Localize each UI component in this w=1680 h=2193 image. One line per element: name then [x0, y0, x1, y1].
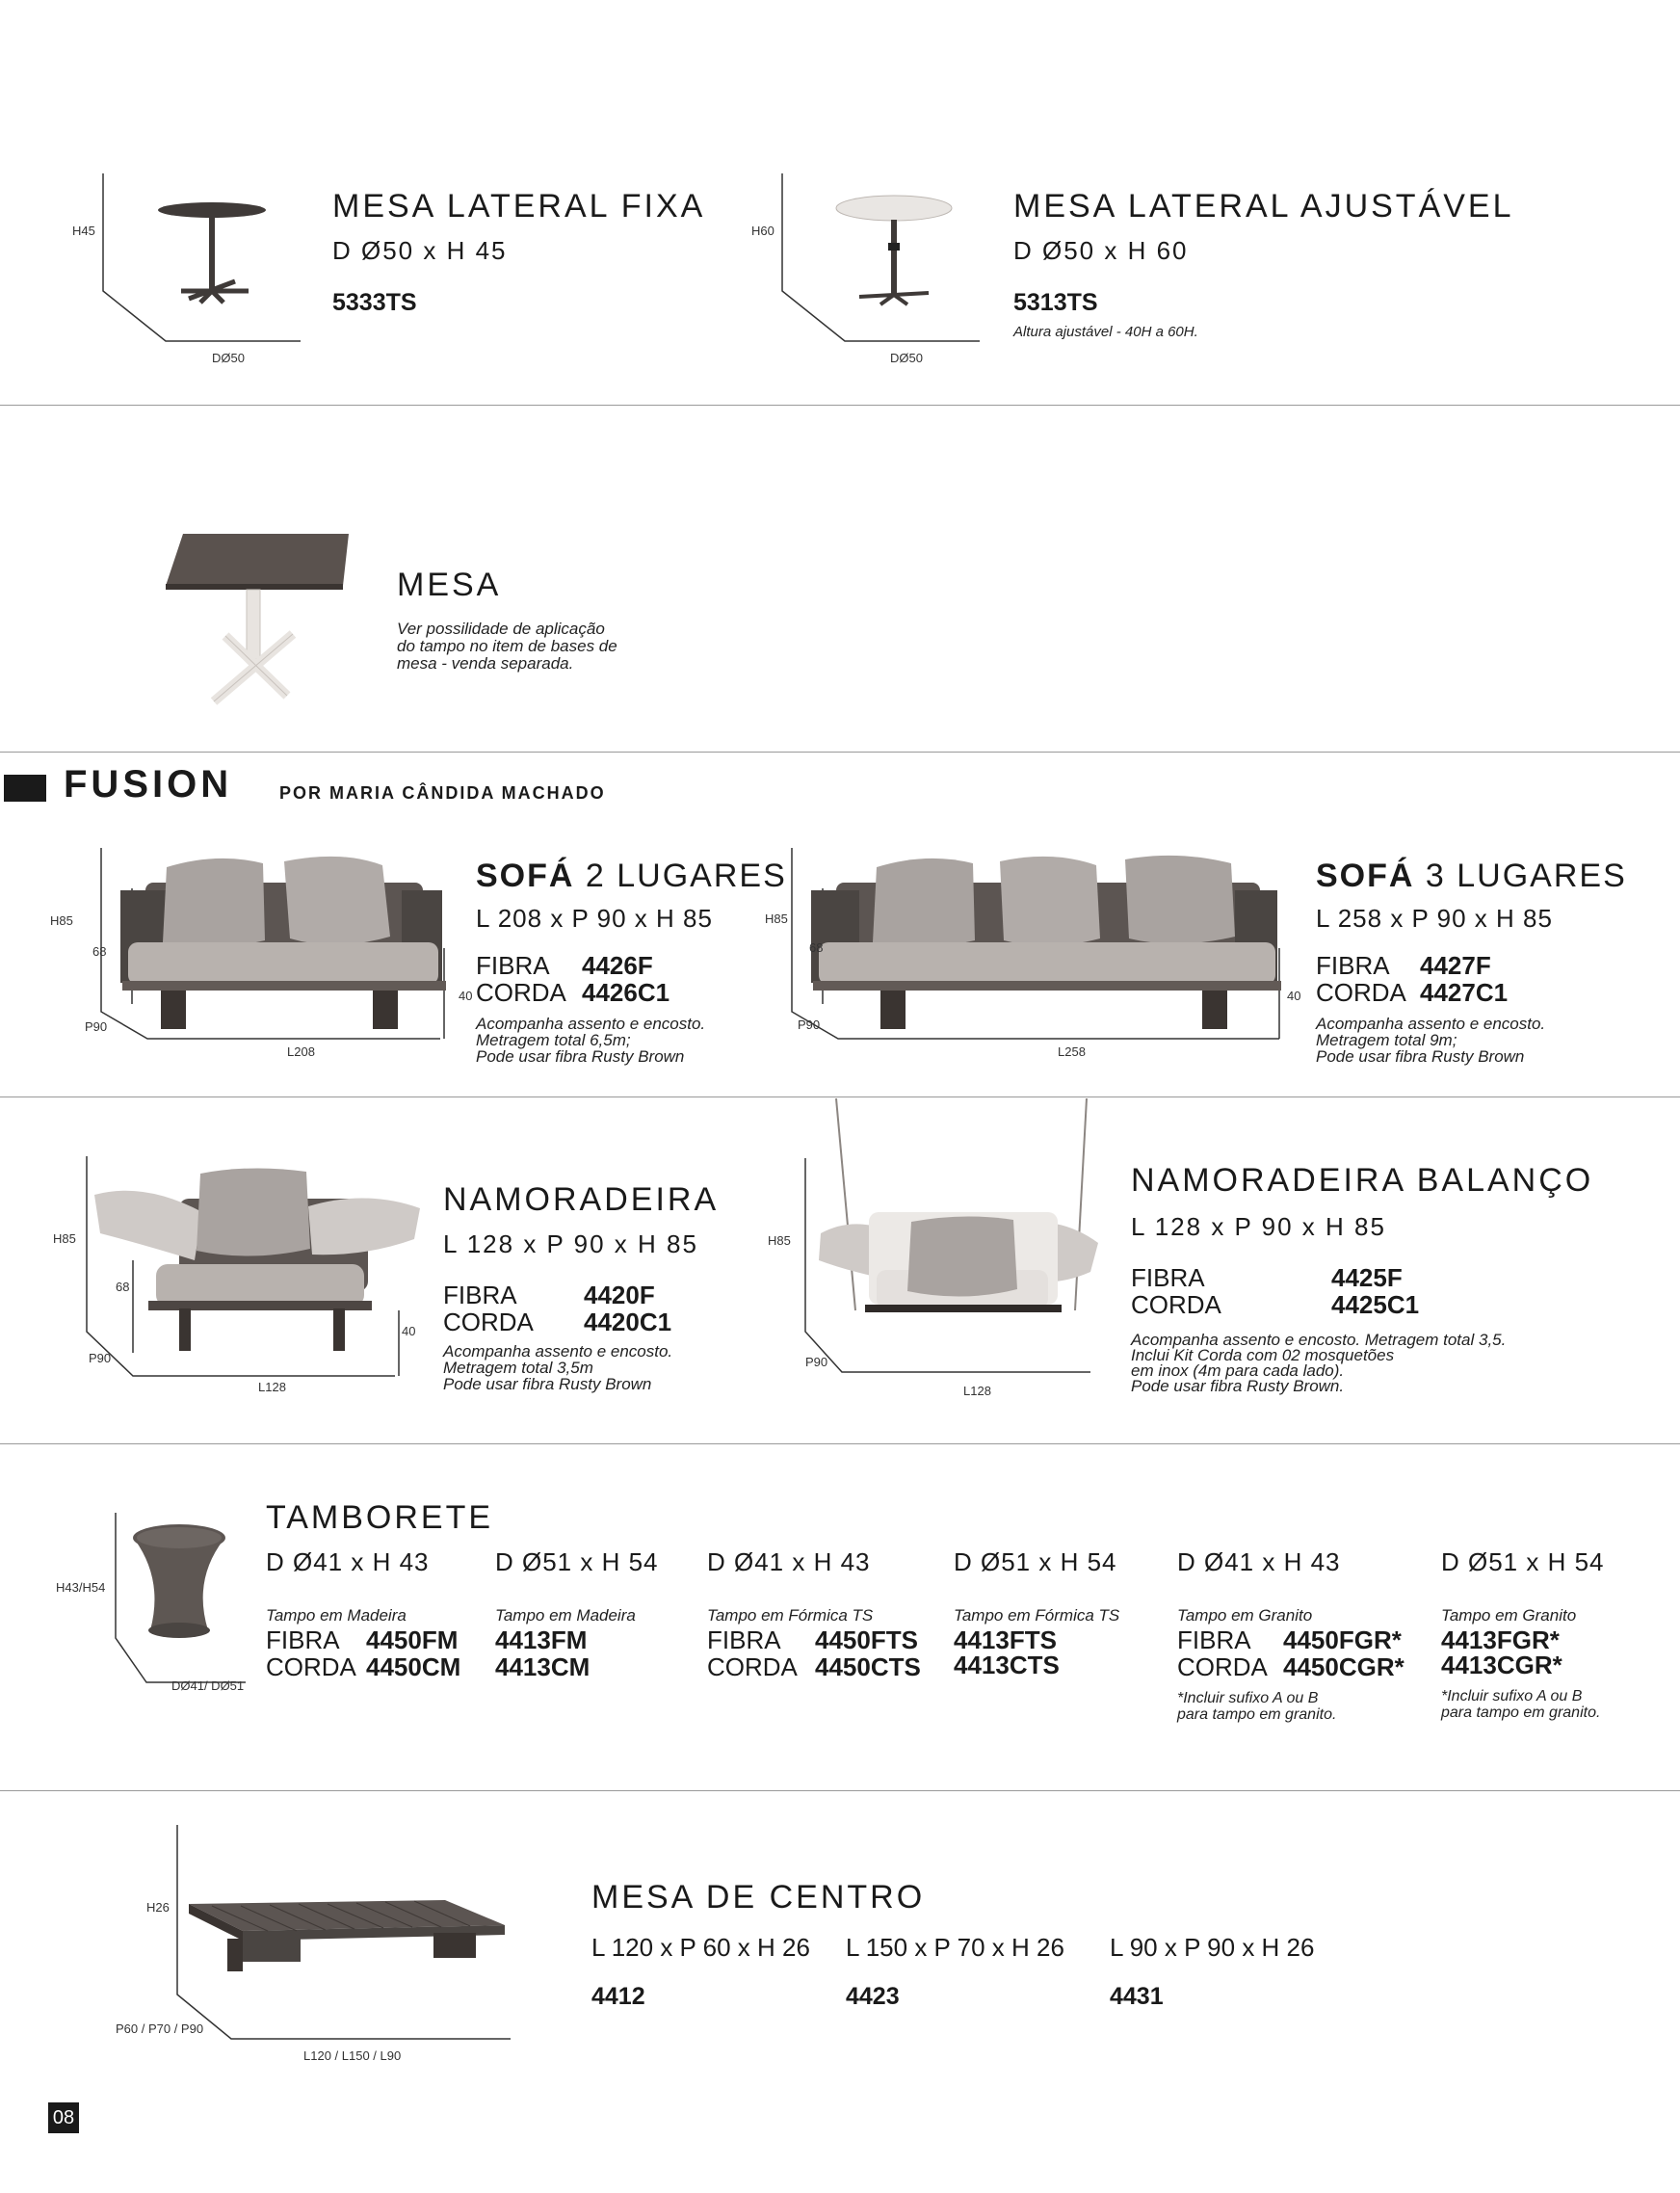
corda-code: 4413CGR*	[1441, 1651, 1562, 1679]
divider	[0, 1443, 1680, 1444]
fibra-label: FIBRA	[443, 1281, 517, 1309]
product-dims: L 128 x P 90 x H 85	[1131, 1212, 1386, 1241]
product-title-bold: SOFÁ	[1316, 858, 1415, 894]
product-title	[476, 858, 787, 895]
product-note-line: Metragem total 3,5m	[443, 1359, 593, 1377]
product-note-line: mesa - venda separada.	[397, 654, 574, 673]
diameter-label: DØ50	[212, 351, 245, 365]
depth-label: P90	[798, 1017, 821, 1032]
divider	[0, 752, 1680, 753]
mesa-de-centro-image	[173, 1825, 520, 2047]
corda-row	[476, 979, 669, 1007]
product-note-line: Pode usar fibra Rusty Brown	[443, 1375, 652, 1393]
variant-dims: D Ø51 x H 54	[495, 1547, 659, 1576]
corda-label: CORDA	[266, 1652, 356, 1681]
fibra-code: 4413FM	[495, 1625, 588, 1654]
sofa-2-lugares-image	[101, 848, 467, 1045]
fibra-code: 4413FGR*	[1441, 1625, 1560, 1654]
seat-height-label: 68	[116, 1280, 130, 1294]
product-note-line: Ver possilidade de aplicação	[397, 620, 605, 638]
corda-label: CORDA	[707, 1652, 798, 1681]
namoradeira-image	[87, 1156, 424, 1387]
fibra-code: 4427F	[1420, 951, 1491, 980]
product-note-line: Metragem total 9m;	[1316, 1031, 1457, 1049]
corda-label: CORDA	[1131, 1290, 1221, 1319]
corda-label: CORDA	[443, 1308, 534, 1336]
option-dims: L 120 x P 60 x H 26	[591, 1933, 810, 1962]
product-note-line: Acompanha assento e encosto.	[476, 1015, 706, 1033]
product-title-rest: 3 LUGARES	[1414, 858, 1627, 894]
product-code: 5313TS	[1013, 289, 1098, 316]
variant-tampo: Tampo em Granito	[1441, 1606, 1577, 1625]
product-title: MESA	[397, 567, 502, 603]
product-dims: L 128 x P 90 x H 85	[443, 1229, 698, 1258]
namoradeira-balanco-image	[801, 1098, 1110, 1387]
corda-code: 4413CTS	[954, 1651, 1060, 1679]
product-note-line: Inclui Kit Corda com 02 mosquetões	[1131, 1346, 1395, 1364]
product-note: Altura ajustável - 40H a 60H.	[1013, 324, 1198, 340]
divider	[0, 1096, 1680, 1097]
product-title: MESA LATERAL AJUSTÁVEL	[1013, 188, 1514, 225]
mesa-lateral-ajustavel-image	[742, 173, 992, 347]
variant-dims: D Ø41 x H 43	[1177, 1547, 1341, 1576]
corda-label: CORDA	[1177, 1652, 1268, 1681]
fibra-code: 4425F	[1331, 1263, 1403, 1292]
depth-label: P90	[89, 1351, 112, 1365]
fibra-row	[1316, 952, 1491, 980]
variant-footnote: *Incluir sufixo A ou B	[1177, 1690, 1319, 1706]
variant-dims: D Ø51 x H 54	[1441, 1547, 1605, 1576]
product-note-line: Acompanha assento e encosto. Metragem total 3,5.	[1131, 1331, 1507, 1349]
option-dims: L 150 x P 70 x H 26	[846, 1933, 1064, 1962]
variant-tampo: Tampo em Fórmica TS	[707, 1606, 874, 1625]
sofa-3-lugares-image	[792, 848, 1283, 1045]
mesa-lateral-fixa-image	[58, 173, 308, 347]
corda-label: CORDA	[1316, 978, 1406, 1007]
height-label: H60	[751, 224, 774, 238]
height-label: H43/H54	[56, 1580, 106, 1595]
fibra-code-row	[495, 1626, 587, 1654]
corda-code: 4420C1	[584, 1308, 672, 1336]
corda-row	[1131, 1291, 1419, 1319]
corda-code-row	[1441, 1651, 1562, 1679]
product-note-line: Pode usar fibra Rusty Brown	[1316, 1047, 1525, 1066]
length-label: L208	[287, 1044, 315, 1059]
product-title-rest: 2 LUGARES	[574, 858, 787, 894]
corda-row	[266, 1653, 460, 1681]
corda-row	[443, 1308, 671, 1336]
depth-label: P90	[85, 1019, 108, 1034]
option-code: 4412	[591, 1983, 645, 2010]
length-label: L258	[1058, 1044, 1086, 1059]
variant-footnote: *Incluir sufixo A ou B	[1441, 1688, 1583, 1704]
corda-code: 4450CTS	[815, 1652, 921, 1681]
height-label: H85	[768, 1233, 791, 1248]
height-label: H85	[50, 913, 73, 928]
option-code: 4423	[846, 1983, 900, 2010]
fibra-label: FIBRA	[707, 1625, 781, 1654]
fibra-code: 4450FGR*	[1283, 1625, 1402, 1654]
variant-footnote: para tampo em granito.	[1177, 1706, 1337, 1723]
product-title: TAMBORETE	[266, 1499, 494, 1536]
variant-tampo: Tampo em Madeira	[266, 1606, 407, 1625]
leg-label: 40	[1287, 989, 1301, 1003]
fibra-label: FIBRA	[1316, 951, 1390, 980]
variant-tampo: Tampo em Granito	[1177, 1606, 1313, 1625]
product-title: NAMORADEIRA BALANÇO	[1131, 1162, 1594, 1199]
product-title: NAMORADEIRA	[443, 1181, 720, 1218]
fibra-code: 4450FTS	[815, 1625, 918, 1654]
variant-tampo: Tampo em Fórmica TS	[954, 1606, 1120, 1625]
product-note-line: em inox (4m para cada lado).	[1131, 1361, 1345, 1380]
product-dims: L 208 x P 90 x H 85	[476, 904, 713, 933]
corda-code: 4426C1	[582, 978, 670, 1007]
variant-dims: D Ø41 x H 43	[707, 1547, 871, 1576]
corda-code: 4413CM	[495, 1652, 591, 1681]
option-dims: L 90 x P 90 x H 26	[1110, 1933, 1315, 1962]
variant-tampo: Tampo em Madeira	[495, 1606, 636, 1625]
page-number: 08	[48, 2102, 79, 2133]
product-note-line: Metragem total 6,5m;	[476, 1031, 631, 1049]
corda-code: 4450CGR*	[1283, 1652, 1404, 1681]
product-code: 5333TS	[332, 289, 417, 316]
section-marker	[4, 775, 46, 802]
diameter-label: DØ50	[890, 351, 923, 365]
corda-row	[707, 1653, 921, 1681]
fibra-row	[443, 1281, 655, 1309]
fibra-row	[266, 1626, 458, 1654]
mesa-image	[164, 530, 356, 713]
corda-code-row	[954, 1651, 1060, 1679]
product-title: MESA DE CENTRO	[591, 1879, 926, 1916]
leg-label: 40	[459, 989, 473, 1003]
height-label: H26	[146, 1900, 170, 1915]
corda-row	[1177, 1653, 1404, 1681]
corda-code: 4450CM	[366, 1652, 461, 1681]
corda-code: 4427C1	[1420, 978, 1509, 1007]
divider	[0, 405, 1680, 406]
product-note-line: Pode usar fibra Rusty Brown.	[1131, 1377, 1345, 1395]
product-dims: L 258 x P 90 x H 85	[1316, 904, 1553, 933]
depth-label: P60 / P70 / P90	[116, 2021, 204, 2036]
corda-row	[1316, 979, 1508, 1007]
variant-footnote: para tampo em granito.	[1441, 1704, 1601, 1721]
height-label: H45	[72, 224, 95, 238]
product-note-line: Acompanha assento e encosto.	[1316, 1015, 1546, 1033]
product-note-line: Pode usar fibra Rusty Brown	[476, 1047, 685, 1066]
depth-label: P90	[805, 1355, 828, 1369]
fibra-label: FIBRA	[476, 951, 550, 980]
length-label: L128	[963, 1384, 991, 1398]
fibra-code: 4450FM	[366, 1625, 459, 1654]
fibra-row	[1131, 1264, 1403, 1292]
option-code: 4431	[1110, 1983, 1164, 2010]
height-label: H85	[53, 1231, 76, 1246]
product-title-bold: SOFÁ	[476, 858, 575, 894]
leg-label: 40	[402, 1324, 416, 1338]
divider	[0, 1790, 1680, 1791]
fibra-label: FIBRA	[266, 1625, 340, 1654]
tamborete-image	[106, 1513, 250, 1686]
product-dims: D Ø50 x H 60	[1013, 236, 1189, 265]
seat-height-label: 68	[92, 944, 107, 959]
length-label: L120 / L150 / L90	[303, 2048, 402, 2063]
fibra-row	[476, 952, 653, 980]
variant-dims: D Ø41 x H 43	[266, 1547, 430, 1576]
fibra-code: 4426F	[582, 951, 653, 980]
corda-code-row	[495, 1653, 590, 1681]
product-title: MESA LATERAL FIXA	[332, 188, 706, 225]
length-label: L128	[258, 1380, 286, 1394]
fibra-label: FIBRA	[1177, 1625, 1251, 1654]
fibra-label: FIBRA	[1131, 1263, 1205, 1292]
product-note-line: Acompanha assento e encosto.	[443, 1342, 673, 1361]
seat-height-label: 68	[809, 940, 824, 955]
product-title	[1316, 858, 1627, 895]
corda-code: 4425C1	[1331, 1290, 1420, 1319]
collection-title: FUSION	[64, 763, 233, 806]
fibra-code: 4420F	[584, 1281, 655, 1309]
fibra-row	[1177, 1626, 1402, 1654]
product-dims: D Ø50 x H 45	[332, 236, 508, 265]
variant-dims: D Ø51 x H 54	[954, 1547, 1117, 1576]
product-note-line: do tampo no item de bases de	[397, 637, 617, 655]
corda-label: CORDA	[476, 978, 566, 1007]
height-label: H85	[765, 912, 788, 926]
collection-author: POR MARIA CÂNDIDA MACHADO	[279, 783, 606, 803]
fibra-code: 4413FTS	[954, 1625, 1057, 1654]
diameter-label: DØ41/ DØ51	[171, 1678, 245, 1693]
fibra-row	[707, 1626, 918, 1654]
